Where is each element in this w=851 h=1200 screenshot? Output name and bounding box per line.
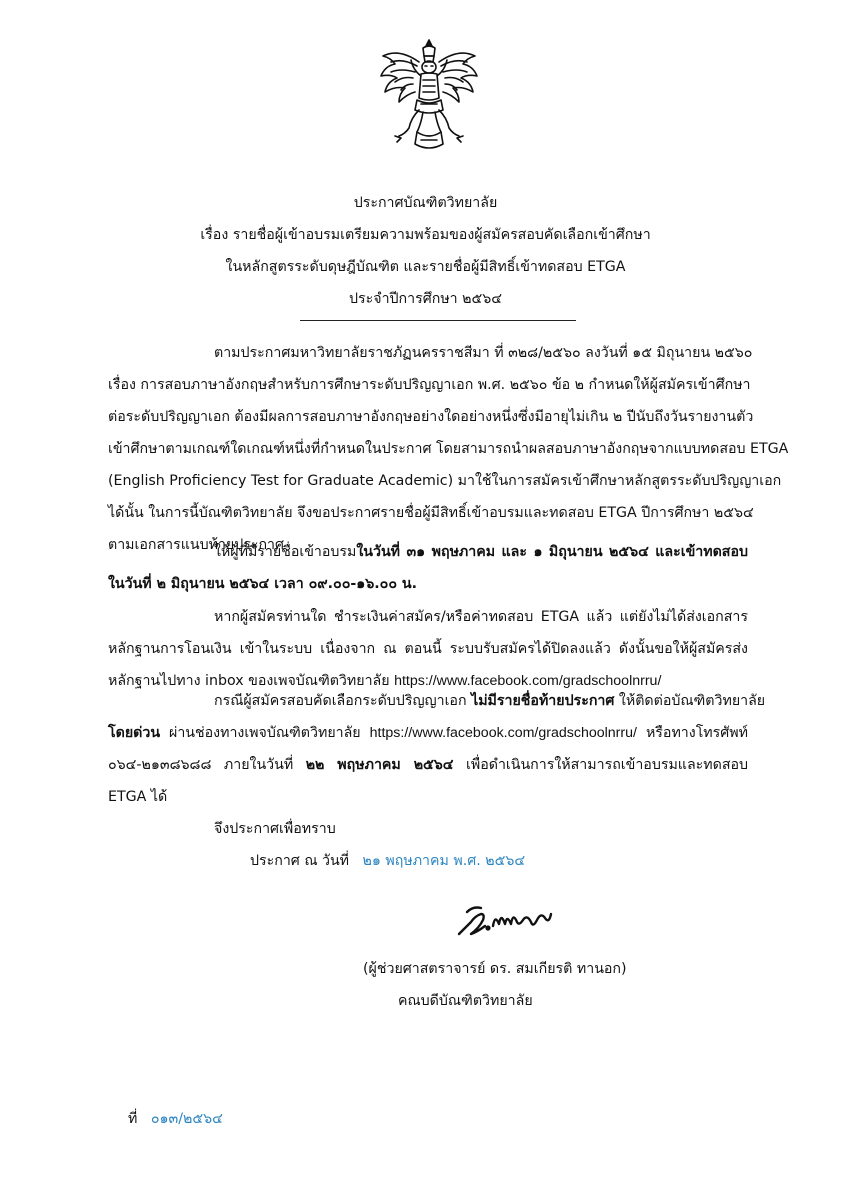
paragraph-1-line: (English Proficiency Test for Graduate Academic) มาใช้ในการสมัครเข้าศึกษาหลักสูตรระดับปริญญาเอก bbox=[108, 473, 782, 489]
missing-name-intro: กรณีผู้สมัครสอบคัดเลือกระดับปริญญาเอก bbox=[214, 693, 472, 709]
no-name-on-list: ไม่มีรายชื่อท้ายประกาศ bbox=[471, 693, 615, 709]
subject-line-2: ในหลักสูตรระดับดุษฎีบัณฑิต และรายชื่อผู้มีสิทธิ์เข้าทดสอบ ETGA bbox=[225, 259, 626, 275]
paragraph-4-line-2 bbox=[108, 722, 748, 744]
paragraph-4-line-4: ETGA ได้ bbox=[108, 789, 168, 805]
header-divider bbox=[300, 320, 576, 321]
announcement-date: ๒๑ พฤษภาคม พ.ศ. ๒๕๖๔ bbox=[362, 853, 526, 869]
paragraph-1-line: เข้าศึกษาตามเกณฑ์ใดเกณฑ์หนึ่งที่กำหนดในประกาศ โดยสามารถนำผลสอบภาษาอังกฤษจากแบบทดสอบ ETGA bbox=[108, 441, 789, 457]
facebook-page-link[interactable]: https://www.facebook.com/gradschoolnrru/ bbox=[394, 673, 662, 689]
paragraph-1-line: ต่อระดับปริญญาเอก ต้องมีผลการสอบภาษาอังกฤษอย่างใดอย่างหนึ่งซึ่งมีอายุไม่เกิน ๒ ปีนับถึงวันรายงานตัว bbox=[108, 409, 754, 425]
paragraph-2-line-1 bbox=[214, 541, 748, 563]
contact-deadline: ๒๒ พฤษภาคม ๒๕๖๔ bbox=[305, 757, 454, 773]
inbox-instruction: หลักฐานไปทาง inbox ของเพจบัณฑิตวิทยาลัย bbox=[108, 673, 395, 689]
subject-line-3: ประจำปีการศึกษา ๒๕๖๔ bbox=[349, 291, 502, 307]
phone-number: ๐๖๔-๒๑๓๘๖๘๘ ภายในวันที่ bbox=[108, 757, 306, 773]
paragraph-1-line: ตามประกาศมหาวิทยาลัยราชภัฏนครราชสีมา ที่ ๓๒๘/๒๕๖๐ ลงวันที่ ๑๕ มิถุนายน ๒๕๖๐ bbox=[214, 345, 753, 361]
paragraph-3-line: หลักฐานการโอนเงิน เข้าในระบบ เนื่องจาก ณ ตอนนี้ ระบบรับสมัครได้ปิดลงแล้ว ดังนั้นขอให้ผู้สมัครส่ง bbox=[108, 641, 748, 657]
signatory-name: (ผู้ช่วยศาสตราจารย์ ดร. สมเกียรติ ทานอก) bbox=[363, 961, 627, 977]
document-number bbox=[128, 1108, 223, 1130]
contact-grad-school: ให้ติดต่อบัณฑิตวิทยาลัย bbox=[614, 693, 766, 709]
paragraph-4-line-1 bbox=[214, 690, 766, 712]
paragraph-2-line-2 bbox=[108, 573, 417, 595]
garuda-emblem-icon bbox=[377, 36, 481, 154]
training-intro: ให้ผู้ที่มีรายชื่อเข้าอบรม bbox=[214, 544, 357, 560]
test-date-time: ในวันที่ ๒ มิถุนายน ๒๕๖๔ เวลา ๐๙.๐๐-๑๖.๐๐ น. bbox=[108, 576, 418, 592]
issuer-title: ประกาศบัณฑิตวิทยาลัย bbox=[353, 195, 498, 211]
subject-line-1: เรื่อง รายชื่อผู้เข้าอบรมเตรียมความพร้อมของผู้สมัครสอบคัดเลือกเข้าศึกษา bbox=[200, 227, 651, 243]
signatory-position: คณบดีบัณฑิตวิทยาลัย bbox=[398, 993, 533, 1009]
deadline-purpose: เพื่อดำเนินการให้สามารถเข้าอบรมและทดสอบ bbox=[453, 757, 749, 773]
training-dates: ในวันที่ ๓๑ พฤษภาคม และ ๑ มิถุนายน ๒๕๖๔ และเข้าทดสอบ bbox=[356, 544, 748, 560]
facebook-page-link[interactable]: https://www.facebook.com/gradschoolnrru/ bbox=[369, 725, 637, 741]
announcement-date-line bbox=[250, 850, 525, 872]
closing-text: จึงประกาศเพื่อทราบ bbox=[214, 821, 336, 837]
via-page-text: ผ่านช่องทางเพจบัณฑิตวิทยาลัย bbox=[160, 725, 370, 741]
paragraph-3-line-3 bbox=[108, 670, 661, 692]
paragraph-4-line-3 bbox=[108, 754, 748, 776]
announcement-prefix: ประกาศ ณ วันที่ bbox=[250, 853, 350, 869]
paragraph-3-line: หากผู้สมัครท่านใด ชำระเงินค่าสมัคร/หรือค่าทดสอบ ETGA แล้ว แต่ยังไม่ได้ส่งเอกสาร bbox=[214, 609, 748, 625]
or-phone-text: หรือทางโทรศัพท์ bbox=[636, 725, 748, 741]
urgent-label: โดยด่วน bbox=[108, 725, 161, 741]
document-number-value: ๐๑๓/๒๕๖๔ bbox=[150, 1111, 223, 1127]
paragraph-1-line: เรื่อง การสอบภาษาอังกฤษสำหรับการศึกษาระดับปริญญาเอก พ.ศ. ๒๕๖๐ ข้อ ๒ กำหนดให้ผู้สมัครเข้าศึกษา bbox=[108, 377, 751, 393]
paragraph-1-line: ได้นั้น ในการนี้บัณฑิตวิทยาลัย จึงขอประกาศรายชื่อผู้มีสิทธิ์เข้าอบรมและทดสอบ ETGA ปีการศึกษา ๒๕๖๔ bbox=[108, 505, 754, 521]
handwritten-signature bbox=[455, 898, 555, 942]
document-number-prefix: ที่ bbox=[128, 1111, 138, 1127]
paragraph-1-line: ตามเอกสารแนบท้ายประกาศ bbox=[108, 537, 285, 553]
